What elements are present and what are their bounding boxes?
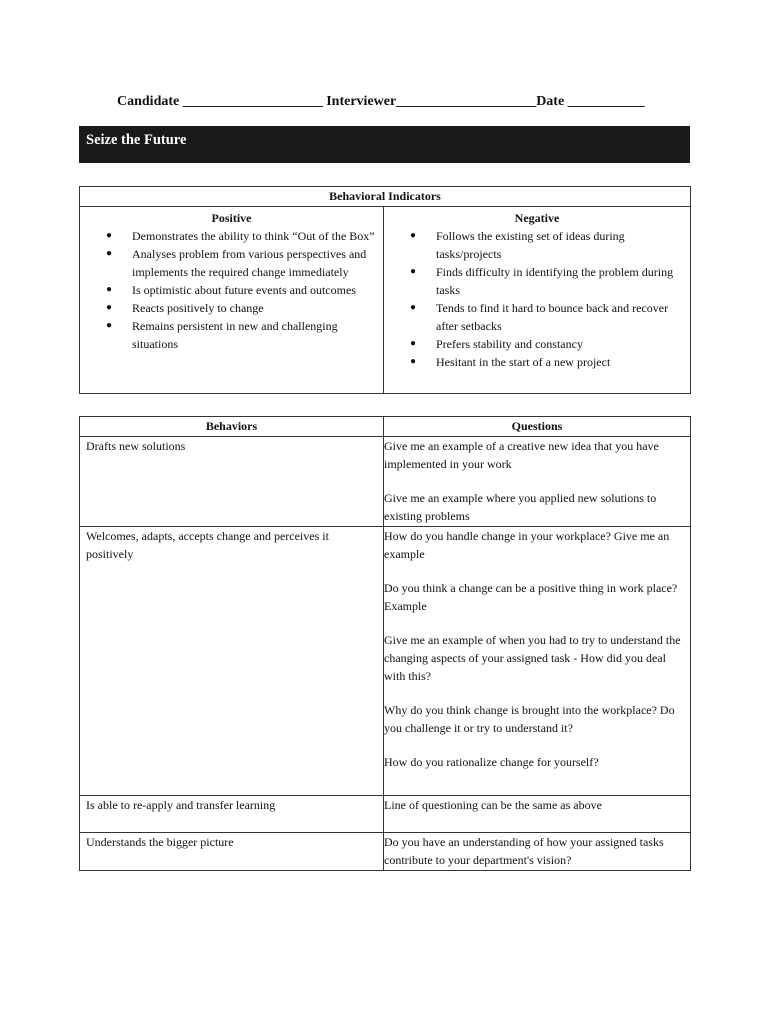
bullet-icon: ●	[410, 356, 417, 367]
questions-header: Questions	[384, 417, 691, 437]
bullet-icon: ●	[410, 266, 417, 277]
question-text: Do you think a change can be a positive thing in work place? Example	[384, 581, 678, 613]
table-row	[80, 437, 691, 527]
list-item: ● Analyses problem from various perspectives and implements the required change immediately	[106, 247, 367, 279]
bullet-icon: ●	[106, 284, 113, 295]
list-item: ● Remains persistent in new and challenging situations	[106, 319, 338, 351]
question-text: Give me an example of when you had to try to understand the changing aspects of your assigned task - How did you deal with this?	[384, 633, 681, 683]
list-item: ● Finds difficulty in identifying the problem during tasks	[410, 265, 674, 297]
behavior-cell: Drafts new solutions	[80, 437, 384, 527]
bullet-icon: ●	[106, 302, 113, 313]
bullet-icon: ●	[106, 248, 113, 259]
questions-cell	[384, 437, 691, 527]
list-item: ● Hesitant in the start of a new project	[410, 355, 611, 369]
behaviors-header: Behaviors	[80, 417, 384, 437]
header-line: Candidate ____________________ Interviewer____________________Date ___________	[117, 94, 645, 109]
table-row	[80, 833, 691, 871]
behaviors-questions-table	[79, 416, 691, 871]
question-text: How do you rationalize change for yourself?	[384, 755, 599, 769]
questions-cell	[384, 527, 691, 796]
list-item: ● Follows the existing set of ideas during tasks/projects	[410, 229, 625, 261]
behavior-cell: Understands the bigger picture	[80, 833, 384, 871]
behavioral-indicators-table	[79, 186, 691, 394]
bullet-icon: ●	[106, 320, 113, 331]
bullet-icon: ●	[410, 338, 417, 349]
list-item: ● Reacts positively to change	[106, 301, 264, 315]
question-text: Do you have an understanding of how your assigned tasks contribute to your department's vision?	[384, 835, 664, 867]
positive-title: Positive	[211, 211, 252, 225]
list-item: ● Prefers stability and constancy	[410, 337, 583, 351]
table-row	[80, 796, 691, 833]
behavior-cell: Welcomes, adapts, accepts change and perceives it positively	[80, 527, 384, 796]
list-item: ● Is optimistic about future events and outcomes	[106, 283, 356, 297]
questions-cell	[384, 833, 691, 871]
question-text: Give me an example of a creative new idea that you have implemented in your work	[384, 439, 659, 471]
positive-column	[80, 207, 384, 394]
question-text: Line of questioning can be the same as above	[384, 798, 602, 812]
section-title: Seize the Future	[86, 132, 187, 148]
indicators-title: Behavioral Indicators	[80, 187, 691, 207]
question-text: Why do you think change is brought into the workplace? Do you challenge it or try to understand it?	[384, 703, 675, 735]
table-row	[80, 527, 691, 796]
bullet-icon: ●	[106, 230, 113, 241]
question-text: How do you handle change in your workplace? Give me an example	[384, 529, 670, 561]
list-item: ● Demonstrates the ability to think “Out of the Box”	[106, 229, 375, 243]
behavior-cell: Is able to re-apply and transfer learning	[80, 796, 384, 833]
questions-cell	[384, 796, 691, 833]
negative-title: Negative	[514, 211, 560, 225]
list-item: ● Tends to find it hard to bounce back and recover after setbacks	[410, 301, 669, 333]
bullet-icon: ●	[410, 302, 417, 313]
question-text: Give me an example where you applied new solutions to existing problems	[384, 491, 657, 523]
section-title-bar	[79, 126, 690, 163]
bullet-icon: ●	[410, 230, 417, 241]
negative-column	[384, 207, 691, 394]
